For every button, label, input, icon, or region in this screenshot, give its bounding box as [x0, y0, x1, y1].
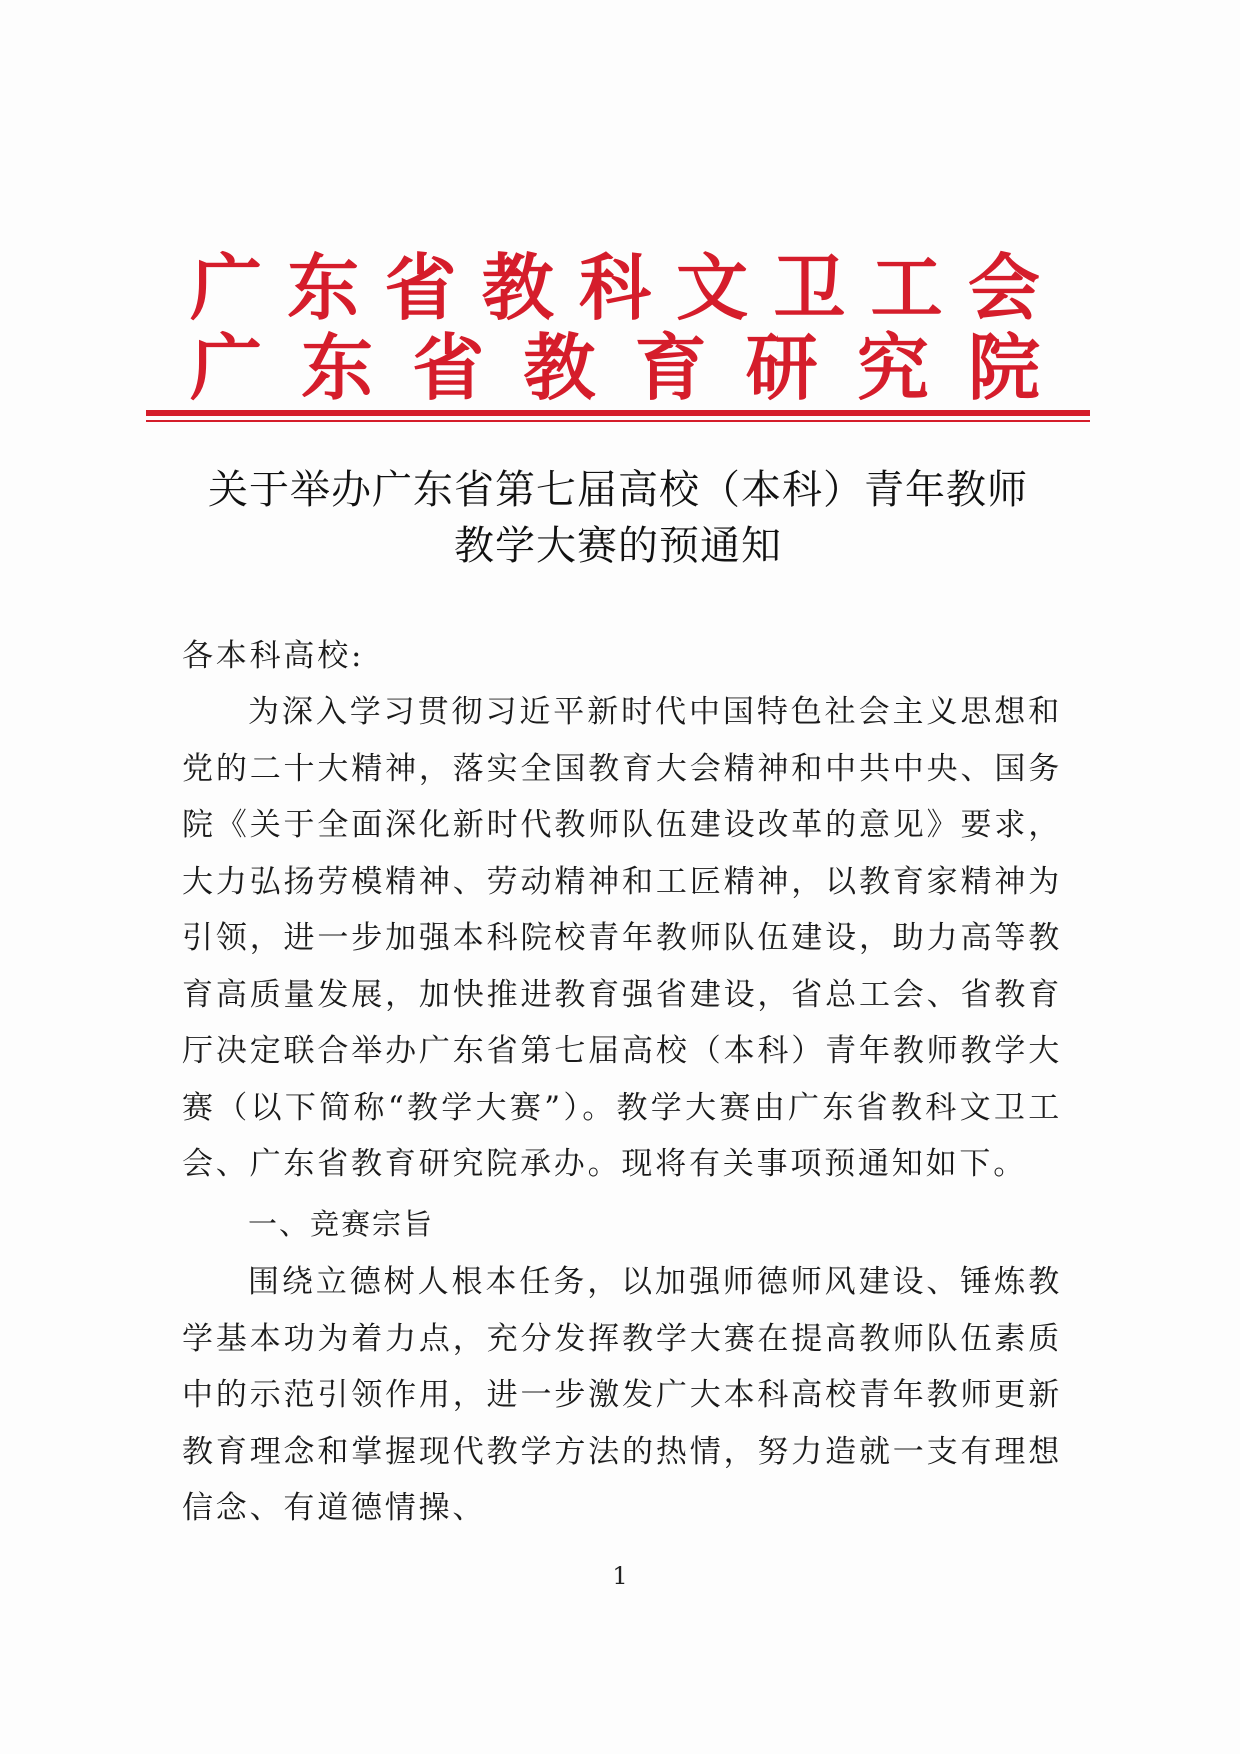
- body-paragraph-2: 围绕立德树人根本任务，以加强师德师风建设、锤炼教学基本功为着力点，充分发挥教学大赛在提高教师队伍素质中的示范引领作用，进一步激发广大本科高校青年教师更新教育理念和掌握现代教学方法的热情，努力造就一支有理想信念、有道德情操、: [182, 1264, 1062, 1526]
- issuer-char: 卫: [773, 245, 846, 330]
- header-divider-thin: [146, 420, 1090, 422]
- issuer-char: 工: [870, 245, 943, 330]
- issuer-char: 省: [412, 325, 485, 410]
- issuer-char: 东: [301, 325, 374, 410]
- section-heading-1: 一、竞赛宗旨: [248, 1207, 435, 1241]
- issuer-char: 研: [745, 325, 818, 410]
- issuer-line-2: [190, 325, 1040, 410]
- issuer-char: 省: [384, 245, 457, 330]
- issuer-char: 教: [523, 325, 596, 410]
- issuer-line-1: [190, 245, 1040, 330]
- issuer-char: 育: [634, 325, 707, 410]
- header-divider-thick: [146, 410, 1090, 416]
- document-title-line-1: 关于举办广东省第七届高校（本科）青年教师: [208, 467, 1028, 513]
- document-title-line-2: 教学大赛的预通知: [454, 523, 782, 569]
- issuer-char: 会: [967, 245, 1040, 330]
- issuer-char: 东: [287, 245, 360, 330]
- salutation: 各本科高校:: [182, 638, 365, 674]
- issuer-char: 教: [481, 245, 554, 330]
- issuer-char: 究: [856, 325, 929, 410]
- issuer-char: 广: [190, 245, 263, 330]
- page-number: 1: [612, 1562, 628, 1590]
- issuer-char: 文: [676, 245, 749, 330]
- issuer-char: 院: [967, 325, 1040, 410]
- issuer-char: 广: [190, 325, 263, 410]
- issuer-char: 科: [578, 245, 651, 330]
- body-paragraph-1: 为深入学习贯彻习近平新时代中国特色社会主义思想和党的二十大精神，落实全国教育大会精神和中共中央、国务院《关于全面深化新时代教师队伍建设改革的意见》要求，大力弘扬劳模精神、劳动精神和工匠精神，以教育家精神为引领，进一步加强本科院校青年教师队伍建设，助力高等教育高质量发展，加快推进教育强省建设，省总工会、省教育厅决定联合举办广东省第七届高校（本科）青年教师教学大赛（以下简称“教学大赛”）。教学大赛由广东省教科文卫工会、广东省教育研究院承办。现将有关事项预通知如下。: [182, 694, 1062, 1182]
